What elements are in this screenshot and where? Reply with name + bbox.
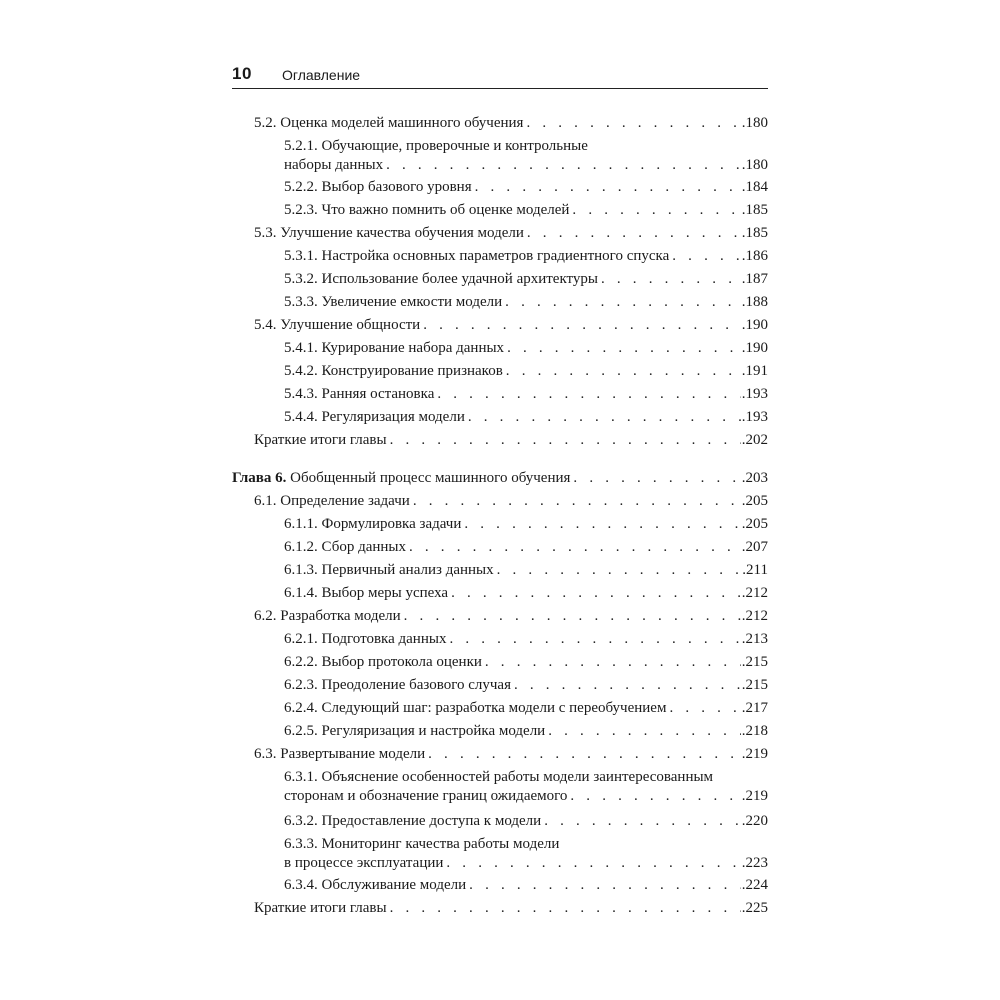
- toc-entry-title-line1: 5.2.1. Обучающие, проверочные и контрольные: [284, 138, 588, 154]
- dot-leader: [449, 630, 740, 649]
- dot-leader: [469, 876, 741, 895]
- toc-entry-page: .180: [741, 115, 768, 131]
- toc-entry-page: .211: [742, 562, 768, 578]
- toc-entry: [254, 899, 768, 918]
- toc-entry-page: .212: [741, 608, 768, 624]
- toc-entry: [284, 178, 768, 197]
- toc-entry-page: .219: [741, 788, 768, 804]
- toc-entry: [254, 607, 768, 626]
- dot-leader: [497, 561, 742, 580]
- toc-entry-page: .207: [741, 539, 768, 555]
- toc-entry: [254, 114, 768, 133]
- dot-leader: [390, 431, 741, 450]
- toc-entry-title: 6.3.2. Предоставление доступа к модели: [284, 812, 544, 831]
- toc-entry: [254, 492, 768, 511]
- toc-entry: [284, 676, 768, 695]
- toc-entry: [284, 584, 768, 603]
- toc-entry-title-line1: 6.3.1. Объяснение особенностей работы модели заинтересованным: [284, 769, 714, 785]
- toc-entry-page: .212: [741, 585, 768, 601]
- dot-leader: [409, 538, 741, 557]
- toc-entry: [254, 316, 768, 335]
- toc-entry-page: .193: [741, 409, 768, 425]
- toc-entry: [284, 247, 768, 266]
- toc-entry: [284, 630, 768, 649]
- toc-entry-title: 6.1.3. Первичный анализ данных: [284, 561, 497, 580]
- toc-entry: [284, 835, 768, 873]
- page-number: 10: [232, 64, 252, 83]
- toc-entry: [284, 201, 768, 220]
- toc-entry-page: .218: [741, 723, 768, 739]
- toc-entry: [284, 137, 768, 175]
- dot-leader: [423, 316, 741, 335]
- chapter-label: Глава 6.: [232, 470, 287, 486]
- toc-entry-title: 6.2.2. Выбор протокола оценки: [284, 653, 485, 672]
- toc-entry: [284, 385, 768, 404]
- dot-leader: [506, 362, 741, 381]
- toc-entry-page: .219: [741, 746, 768, 762]
- dot-leader: [451, 584, 741, 603]
- dot-leader: [573, 469, 740, 488]
- toc-entry-page: .185: [741, 202, 768, 218]
- toc-entry: [284, 515, 768, 534]
- toc-entry-page: .190: [741, 317, 768, 333]
- dot-leader: [468, 408, 741, 427]
- dot-leader: [446, 854, 740, 873]
- toc-entry-title: 6.3. Развертывание модели: [254, 745, 428, 764]
- dot-leader: [514, 676, 741, 695]
- dot-leader: [527, 224, 741, 243]
- toc-entry: [284, 699, 768, 718]
- toc-entry-title: 5.4.4. Регуляризация модели: [284, 408, 468, 427]
- toc-entry-title: 5.4.2. Конструирование признаков: [284, 362, 506, 381]
- toc-entry-page: .185: [741, 225, 768, 241]
- toc-entry-page: .191: [741, 363, 768, 379]
- toc-entry-title: 5.4.1. Курирование набора данных: [284, 339, 507, 358]
- dot-leader: [404, 607, 741, 626]
- dot-leader: [390, 899, 741, 918]
- toc-entry-page: .186: [741, 248, 768, 264]
- toc-entry-title: 6.2.5. Регуляризация и настройка модели: [284, 722, 548, 741]
- toc-entry-page: .187: [741, 271, 768, 287]
- toc-entry: [284, 538, 768, 557]
- toc-entry-page: .205: [741, 493, 768, 509]
- toc-entry-page: .220: [741, 813, 768, 829]
- toc-entry-title: наборы данных: [284, 156, 386, 175]
- dot-leader: [601, 270, 741, 289]
- toc-entry-title: сторонам и обозначение границ ожидаемого: [284, 787, 570, 806]
- toc-entry-title: 6.2.1. Подготовка данных: [284, 630, 449, 649]
- toc-entry-page: .190: [741, 340, 768, 356]
- toc-entry-page: .193: [741, 386, 768, 402]
- dot-leader: [548, 722, 741, 741]
- dot-leader: [505, 293, 741, 312]
- toc-entry-title: 5.4. Улучшение общности: [254, 316, 423, 335]
- dot-leader: [437, 385, 740, 404]
- toc-entry-title: 6.1.2. Сбор данных: [284, 538, 409, 557]
- toc-entry-title-line1: 6.3.3. Мониторинг качества работы модели: [284, 836, 560, 852]
- toc-entry-title: Обобщенный процесс машинного обучения: [290, 470, 571, 486]
- toc-entry-page: .188: [741, 294, 768, 310]
- toc-entry-title: 6.1.1. Формулировка задачи: [284, 515, 464, 534]
- toc-entry-page: .215: [741, 677, 768, 693]
- toc-entry: [284, 653, 768, 672]
- dot-leader: [526, 114, 740, 133]
- toc-entry: [284, 722, 768, 741]
- toc-entry: [284, 270, 768, 289]
- toc-entry-page: .223: [741, 855, 768, 871]
- toc-entry: [254, 224, 768, 243]
- dot-leader: [672, 247, 740, 266]
- toc-entry-title: 5.3. Улучшение качества обучения модели: [254, 224, 527, 243]
- toc-entry: [284, 362, 768, 381]
- dot-leader: [428, 745, 741, 764]
- toc-entry-page: .225: [741, 900, 768, 916]
- toc-entry-page: .224: [741, 877, 768, 893]
- toc-entry-title: 6.1.4. Выбор меры успеха: [284, 584, 451, 603]
- dot-leader: [572, 201, 740, 220]
- toc-entry-title: 5.2.3. Что важно помнить об оценке моделей: [284, 201, 572, 220]
- toc-entry-page: .203: [741, 470, 768, 486]
- toc-entry: [254, 431, 768, 450]
- toc-entry: [284, 812, 768, 831]
- table-of-contents: [232, 0, 768, 1000]
- dot-leader: [507, 339, 741, 358]
- toc-entry-title: Краткие итоги главы: [254, 899, 390, 918]
- toc-entry-page: .205: [741, 516, 768, 532]
- toc-entry-title: 5.2. Оценка моделей машинного обучения: [254, 114, 526, 133]
- toc-entry: [284, 561, 768, 580]
- toc-entry-title: 6.1. Определение задачи: [254, 492, 413, 511]
- toc-entry: [284, 768, 768, 806]
- toc-entry-title: 5.4.3. Ранняя остановка: [284, 385, 437, 404]
- toc-entry-title: в процессе эксплуатации: [284, 854, 446, 873]
- toc-entry-title: 6.2.3. Преодоление базового случая: [284, 676, 514, 695]
- toc-entry-title: Краткие итоги главы: [254, 431, 390, 450]
- dot-leader: [464, 515, 740, 534]
- toc-entry-page: .180: [741, 157, 768, 173]
- toc-entry-page: .213: [741, 631, 768, 647]
- toc-entry-page: .217: [741, 700, 768, 716]
- dot-leader: [475, 178, 741, 197]
- toc-entry: [284, 293, 768, 312]
- toc-entry-title: 6.2. Разработка модели: [254, 607, 404, 626]
- toc-entry-title: 6.3.4. Обслуживание модели: [284, 876, 469, 895]
- toc-entry: [284, 876, 768, 895]
- toc-entry: [254, 745, 768, 764]
- dot-leader: [669, 699, 740, 718]
- dot-leader: [544, 812, 741, 831]
- toc-entry-title: 5.3.1. Настройка основных параметров градиентного спуска: [284, 247, 672, 266]
- dot-leader: [386, 156, 741, 175]
- toc-entry-page: .215: [741, 654, 768, 670]
- toc-entry-title: 5.3.2. Использование более удачной архитектуры: [284, 270, 601, 289]
- dot-leader: [485, 653, 741, 672]
- toc-entry-title: 5.3.3. Увеличение емкости модели: [284, 293, 505, 312]
- toc-entry-page: .202: [741, 432, 768, 448]
- running-title: Оглавление: [282, 67, 361, 83]
- toc-entry: [284, 339, 768, 358]
- dot-leader: [413, 492, 741, 511]
- toc-entry-title: 6.2.4. Следующий шаг: разработка модели с переобучением: [284, 699, 669, 718]
- toc-entry: [284, 408, 768, 427]
- toc-chapter-entry: [232, 469, 768, 488]
- dot-leader: [570, 787, 740, 806]
- toc-entry-title: 5.2.2. Выбор базового уровня: [284, 178, 475, 197]
- toc-entry-page: .184: [741, 179, 768, 195]
